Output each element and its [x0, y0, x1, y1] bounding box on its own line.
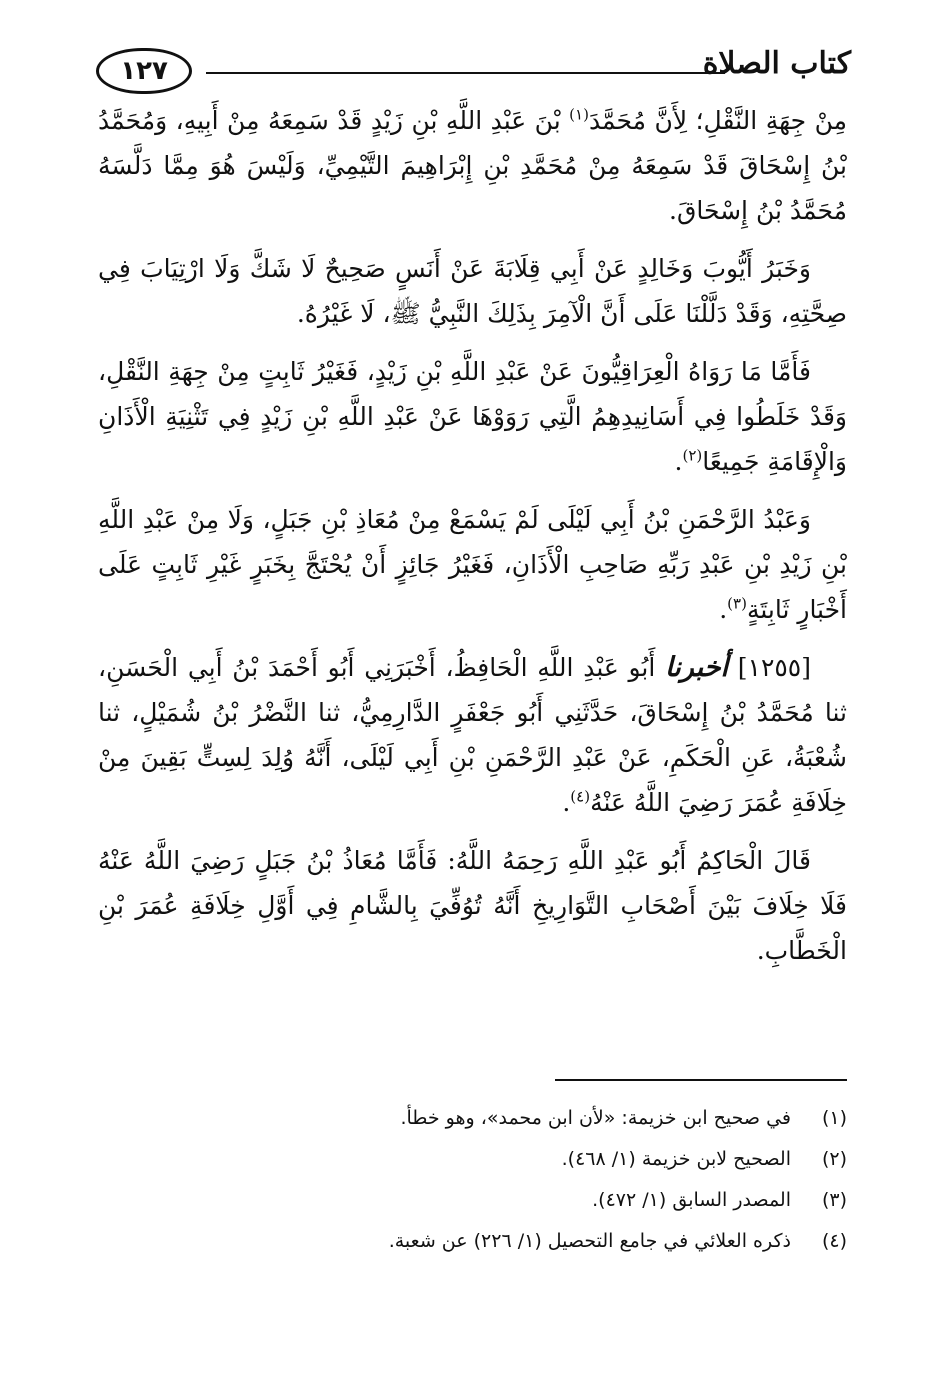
footnote	[98, 1139, 847, 1180]
paragraph-text: .	[562, 788, 571, 817]
footnote-number: (١)	[821, 1107, 847, 1129]
footnote-reference: (٤)	[570, 787, 591, 806]
paragraph	[98, 246, 847, 336]
paragraph-text: فَأَمَّا مَا رَوَاهُ الْعِرَاقِيُّونَ عَنْ عَبْدِ اللَّهِ بْنِ زَيْدٍ، فَغَيْرُ ثَابِتٍ مِنْ جِهَةِ النَّقْلِ، وَقَدْ خَلَطُوا فِي أَسَانِيدِهِمُ الَّتِي رَوَوْهَا عَنْ عَبْدِ اللَّهِ بْنِ زَيْدٍ فِي تَثْنِيَةِ الْأَذَانِ وَالْإِقَامَةِ جَمِيعًا	[98, 357, 847, 476]
header-rule	[206, 72, 725, 74]
paragraph-text: وَعَبْدُ الرَّحْمَنِ بْنُ أَبِي لَيْلَى لَمْ يَسْمَعْ مِنْ مُعَاذِ بْنِ جَبَلٍ، وَلَا مِنْ عَبْدِ اللَّهِ بْنِ زَيْدِ بْنِ عَبْدِ رَبِّهِ صَاحِبِ الْأَذَانِ، فَغَيْرُ جَائِزٍ أَنْ يُحْتَجَّ بِخَبَرٍ غَيْرِ ثَابِتٍ عَلَى أَخْبَارٍ ثَابِتَةٍ	[98, 505, 847, 624]
footnote-separator	[555, 1079, 847, 1081]
paragraph-text: .	[674, 447, 683, 476]
main-text	[98, 98, 847, 986]
page-header	[96, 38, 851, 98]
footnote-reference: (٣)	[727, 594, 747, 613]
footnote	[98, 1221, 847, 1262]
paragraph	[98, 98, 847, 233]
paragraph-text: وَخَبَرُ أَيُّوبَ وَخَالِدٍ عَنْ أَبِي قِلَابَةَ عَنْ أَنَسٍ صَحِيحٌ لَا شَكَّ وَلَا ارْتِيَابَ فِي صِحَّتِهِ، وَقَدْ دَلَّلْنَا عَلَى أَنَّ الْآمِرَ بِذَلِكَ النَّبِيُّ ﷺ، لَا غَيْرُهُ.	[98, 254, 847, 328]
footnote	[98, 1098, 847, 1139]
hadith-number: [١٢٥٥]	[737, 653, 811, 682]
footnote-number: (٣)	[821, 1189, 847, 1211]
paragraph	[98, 497, 847, 632]
hadith-lead-word: أخبرنا	[665, 652, 729, 683]
page-number-frame	[96, 48, 192, 94]
footnote-reference: (١)	[569, 105, 589, 124]
paragraph	[98, 349, 847, 484]
paragraph	[98, 838, 847, 973]
hadith-paragraph	[98, 645, 847, 825]
footnote	[98, 1180, 847, 1221]
footnotes	[98, 1098, 847, 1262]
footnote-reference: (٢)	[682, 446, 703, 465]
footnote-text: ذكره العلائي في جامع التحصيل (١/ ٢٢٦) عن شعبة.	[388, 1230, 791, 1252]
paragraph-text: بْنَ عَبْدِ اللَّهِ بْنِ زَيْدٍ قَدْ سَمِعَهُ مِنْ أَبِيهِ، وَمُحَمَّدُ بْنُ إِسْحَاقَ قَدْ سَمِعَهُ مِنْ مُحَمَّدِ بْنِ إِبْرَاهِيمَ التَّيْمِيِّ، وَلَيْسَ هُوَ مِمَّا دَلَّسَهُ مُحَمَّدُ بْنُ إِسْحَاقَ.	[98, 106, 847, 225]
footnote-number: (٢)	[821, 1148, 847, 1170]
paragraph-text: مِنْ جِهَةِ النَّقْلِ؛ لِأَنَّ مُحَمَّدَ	[588, 106, 847, 135]
paragraph-text: .	[719, 595, 728, 624]
paragraph-text: قَالَ الْحَاكِمُ أَبُو عَبْدِ اللَّهِ رَحِمَهُ اللَّهُ: فَأَمَّا مُعَاذُ بْنُ جَبَلٍ رَضِيَ اللَّهُ عَنْهُ فَلَا خِلَافَ بَيْنَ أَصْحَابِ التَّوَارِيخِ أَنَّهُ تُوُفِّيَ بِالشَّامِ فِي أَوَّلِ خِلَافَةِ عُمَرَ بْنِ الْخَطَّابِ.	[98, 846, 847, 965]
footnote-text: في صحيح ابن خزيمة: «لأن ابن محمد»، وهو خطأ.	[400, 1107, 791, 1129]
footnote-text: الصحيح لابن خزيمة (١/ ٤٦٨).	[561, 1148, 791, 1170]
footnote-text: المصدر السابق (١/ ٤٧٢).	[592, 1189, 791, 1211]
footnote-number: (٤)	[821, 1230, 847, 1252]
paragraph-text: أَبُو عَبْدِ اللَّهِ الْحَافِظُ، أَخْبَرَنِي أَبُو أَحْمَدَ بْنُ أَبِي الْحَسَنِ، ثنا مُحَمَّدُ بْنُ إِسْحَاقَ، حَدَّثَنِي أَبُو جَعْفَرٍ الدَّارِمِيُّ، ثنا النَّضْرُ بْنُ شُمَيْلٍ، ثنا شُعْبَةُ، عَنِ الْحَكَمِ، عَنْ عَبْدِ الرَّحْمَنِ بْنِ أَبِي لَيْلَى، أَنَّهُ وُلِدَ لِسِتٍّ بَقِينَ مِنْ خِلَافَةِ عُمَرَ رَضِيَ اللَّهُ عَنْهُ	[98, 653, 847, 817]
book-title: كتاب الصلاة	[702, 46, 851, 81]
page-number: ١٢٧	[120, 56, 168, 86]
